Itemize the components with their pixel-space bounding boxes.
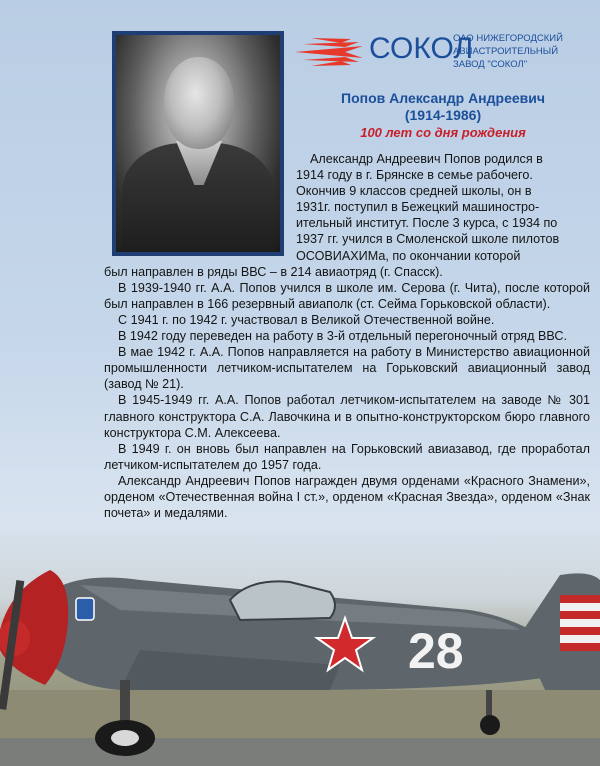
bio-paragraph: В 1939-1940 гг. А.А. Попов учился в школе им. Серова (г. Чита), после которой был направлен в 166 резервный авиаполк (ст. Сейма Горьковской области). bbox=[104, 280, 590, 311]
bio-paragraph: С 1941 г. по 1942 г. участвовал в Великой Отечественной войне. bbox=[118, 312, 495, 327]
person-name: Попов Александр Андреевич bbox=[341, 90, 545, 106]
bio-paragraph: В 1949 г. он вновь был направлен на Горьковский авиазавод, где проработал летчиком-испытателем до 1957 года. bbox=[104, 441, 590, 472]
bio-paragraph: Александр Андреевич Попов награжден двумя орденами «Красного Знамени», орденом «Отечественная война I ст.», орденом «Красная Звезда», орденом «Знак почета» и медалями. bbox=[104, 473, 590, 521]
biography-text bbox=[104, 151, 590, 521]
bio-paragraph: В 1945-1949 гг. А.А. Попов работал летчиком-испытателем на заводе № 301 главного конструктора С.А. Лавочкина и в опытно-конструкторском бюро главного конструктора С.М. Алексеева. bbox=[104, 393, 590, 440]
nose-emblem-icon bbox=[76, 598, 94, 620]
tail-number: 28 bbox=[408, 623, 464, 679]
bio-paragraph: В мае 1942 г. А.А. Попов направляется на работу в Министерство авиационной промышленности летчиком-испытателем на Горьковский авиационный завод (завод № 21). bbox=[104, 345, 590, 392]
bio-paragraph: был направлен в ряды ВВС – в 214 авиаотряд (г. Спасск). bbox=[104, 264, 443, 279]
anniversary-caption: 100 лет со дня рождения bbox=[360, 125, 526, 140]
logo-word: СОКОЛ bbox=[369, 32, 474, 65]
title-block bbox=[300, 90, 586, 141]
logo-subtitle: ОАО НИЖЕГОРОДСКИЙ АВИАСТРОИТЕЛЬНЫЙ ЗАВОД "СОКОЛ" bbox=[453, 33, 563, 70]
life-years: (1914-1986) bbox=[404, 107, 482, 123]
bio-intro: Александр Андреевич Попов родился в 1914 году в г. Брянске в семье рабочего. Окончив 9 классов средней школы, он в 1931г. поступил в Бежецкий машиностро- ительный институт. После 3 курса, с 1934 по 1937 гг. учился в Смоленской школе пилотов ОСОВИАХИМа, по окончании которой bbox=[296, 152, 560, 263]
wing-emblem-icon bbox=[293, 32, 373, 76]
bio-paragraph: В 1942 году переведен на работу в 3-й отдельный перегоночный отряд ВВС. bbox=[118, 329, 567, 344]
tail-stripes bbox=[560, 595, 600, 651]
sokol-logo bbox=[293, 26, 593, 80]
fighter-aircraft-image bbox=[0, 540, 600, 766]
